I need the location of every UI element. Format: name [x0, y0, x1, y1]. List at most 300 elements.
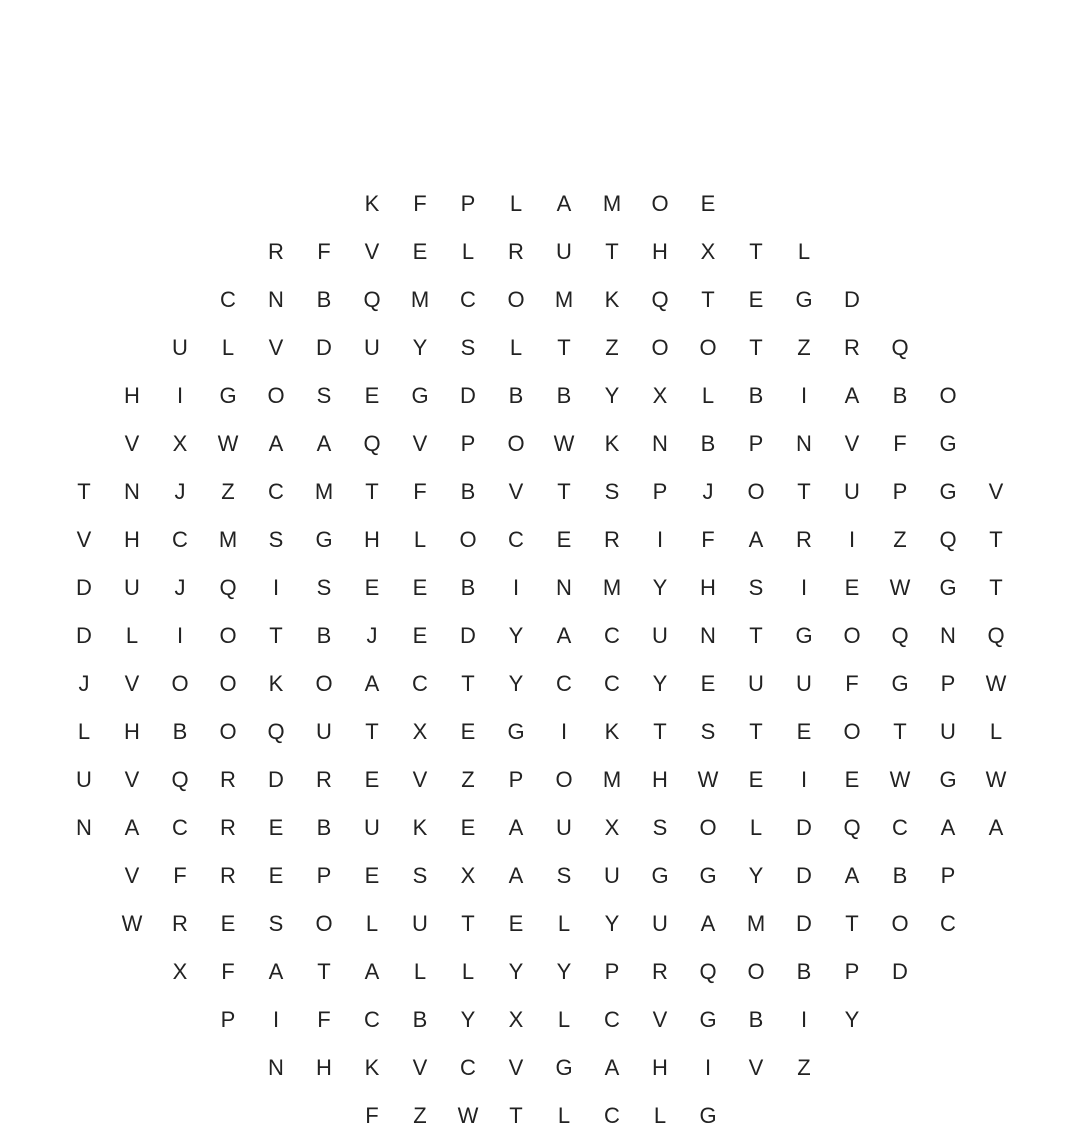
letter-cell[interactable]: J [174, 575, 186, 600]
letter-cell[interactable]: V [412, 1055, 428, 1080]
letter-cell[interactable]: T [317, 959, 331, 984]
letter-cell[interactable]: W [217, 431, 239, 456]
letter-cell[interactable]: S [316, 575, 332, 600]
letter-cell[interactable]: D [316, 335, 332, 360]
letter-cell[interactable]: Q [891, 623, 909, 648]
letter-cell[interactable]: G [699, 863, 717, 888]
letter-cell[interactable]: V [844, 431, 860, 456]
letter-cell[interactable]: W [889, 575, 911, 600]
letter-cell[interactable]: B [316, 815, 332, 840]
letter-cell[interactable]: B [460, 575, 476, 600]
letter-cell[interactable]: E [364, 383, 380, 408]
letter-cell[interactable]: Y [604, 911, 620, 936]
letter-cell[interactable]: E [844, 575, 860, 600]
letter-cell[interactable]: S [316, 383, 332, 408]
letter-cell[interactable]: F [317, 1007, 331, 1032]
letter-cell[interactable]: O [267, 383, 285, 408]
letter-cell[interactable]: V [748, 1055, 764, 1080]
letter-cell[interactable]: V [124, 431, 140, 456]
letter-cell[interactable]: D [796, 815, 812, 840]
letter-cell[interactable]: I [848, 527, 856, 552]
letter-cell[interactable]: E [796, 719, 812, 744]
letter-cell[interactable]: A [844, 383, 860, 408]
letter-cell[interactable]: P [460, 191, 476, 216]
letter-cell[interactable]: M [410, 287, 430, 312]
letter-cell[interactable]: D [76, 575, 92, 600]
letter-cell[interactable]: L [989, 719, 1003, 744]
letter-cell[interactable]: A [268, 959, 284, 984]
letter-cell[interactable]: I [560, 719, 568, 744]
letter-cell[interactable]: C [268, 479, 284, 504]
letter-cell[interactable]: Z [797, 1055, 811, 1080]
letter-cell[interactable]: J [78, 671, 90, 696]
letter-cell[interactable]: P [844, 959, 860, 984]
letter-cell[interactable]: F [317, 239, 331, 264]
letter-cell[interactable]: J [366, 623, 378, 648]
letter-cell[interactable]: V [412, 431, 428, 456]
letter-cell[interactable]: H [364, 527, 380, 552]
letter-cell[interactable]: X [652, 383, 668, 408]
letter-cell[interactable]: Q [843, 815, 861, 840]
letter-cell[interactable]: D [460, 383, 476, 408]
letter-cell[interactable]: V [652, 1007, 668, 1032]
letter-cell[interactable]: O [219, 671, 237, 696]
letter-cell[interactable]: D [796, 911, 812, 936]
letter-cell[interactable]: D [892, 959, 908, 984]
letter-cell[interactable]: R [316, 767, 332, 792]
letter-cell[interactable]: U [316, 719, 332, 744]
letter-cell[interactable]: Z [893, 527, 907, 552]
letter-cell[interactable]: U [844, 479, 860, 504]
letter-cell[interactable]: M [218, 527, 238, 552]
letter-cell[interactable]: C [604, 1007, 620, 1032]
letter-cell[interactable]: C [412, 671, 428, 696]
letter-cell[interactable]: E [364, 767, 380, 792]
letter-cell[interactable]: E [412, 575, 428, 600]
letter-cell[interactable]: T [989, 527, 1003, 552]
letter-cell[interactable]: M [314, 479, 334, 504]
letter-cell[interactable]: U [76, 767, 92, 792]
letter-cell[interactable]: B [412, 1007, 428, 1032]
letter-cell[interactable]: X [172, 959, 188, 984]
letter-cell[interactable]: P [220, 1007, 236, 1032]
letter-cell[interactable]: T [557, 335, 571, 360]
letter-cell[interactable]: L [125, 623, 139, 648]
letter-cell[interactable]: U [412, 911, 428, 936]
letter-cell[interactable]: H [124, 527, 140, 552]
letter-cell[interactable]: K [604, 719, 620, 744]
letter-cell[interactable]: Y [844, 1007, 860, 1032]
letter-cell[interactable]: O [315, 911, 333, 936]
letter-cell[interactable]: P [460, 431, 476, 456]
letter-cell[interactable]: C [604, 1103, 620, 1128]
letter-cell[interactable]: E [700, 191, 716, 216]
letter-cell[interactable]: L [557, 1007, 571, 1032]
letter-cell[interactable]: V [508, 479, 524, 504]
letter-cell[interactable]: N [124, 479, 140, 504]
letter-cell[interactable]: A [604, 1055, 620, 1080]
letter-cell[interactable]: T [653, 719, 667, 744]
letter-cell[interactable]: T [461, 911, 475, 936]
letter-cell[interactable]: V [508, 1055, 524, 1080]
letter-cell[interactable]: L [509, 335, 523, 360]
letter-cell[interactable]: G [939, 575, 957, 600]
letter-cell[interactable]: O [843, 719, 861, 744]
letter-cell[interactable]: K [364, 1055, 380, 1080]
letter-cell[interactable]: A [748, 527, 764, 552]
letter-cell[interactable]: S [460, 335, 476, 360]
letter-cell[interactable]: K [268, 671, 284, 696]
letter-cell[interactable]: I [272, 1007, 280, 1032]
letter-cell[interactable]: K [604, 287, 620, 312]
letter-cell[interactable]: C [364, 1007, 380, 1032]
letter-cell[interactable]: F [221, 959, 235, 984]
letter-cell[interactable]: H [316, 1055, 332, 1080]
letter-cell[interactable]: B [556, 383, 572, 408]
letter-cell[interactable]: P [316, 863, 332, 888]
letter-cell[interactable]: L [365, 911, 379, 936]
letter-cell[interactable]: H [652, 767, 668, 792]
letter-cell[interactable]: N [556, 575, 572, 600]
letter-cell[interactable]: O [651, 335, 669, 360]
letter-cell[interactable]: E [748, 287, 764, 312]
letter-cell[interactable]: T [845, 911, 859, 936]
letter-cell[interactable]: E [364, 863, 380, 888]
letter-cell[interactable]: C [892, 815, 908, 840]
letter-cell[interactable]: I [800, 767, 808, 792]
letter-cell[interactable]: G [651, 863, 669, 888]
letter-cell[interactable]: Y [652, 575, 668, 600]
letter-cell[interactable]: M [554, 287, 574, 312]
letter-cell[interactable]: O [891, 911, 909, 936]
letter-cell[interactable]: B [460, 479, 476, 504]
letter-cell[interactable]: S [748, 575, 764, 600]
letter-cell[interactable]: J [702, 479, 714, 504]
letter-cell[interactable]: Q [987, 623, 1005, 648]
letter-cell[interactable]: Y [460, 1007, 476, 1032]
letter-cell[interactable]: A [268, 431, 284, 456]
letter-cell[interactable]: F [893, 431, 907, 456]
letter-cell[interactable]: G [411, 383, 429, 408]
letter-cell[interactable]: I [272, 575, 280, 600]
letter-cell[interactable]: C [556, 671, 572, 696]
letter-cell[interactable]: U [652, 911, 668, 936]
letter-cell[interactable]: A [316, 431, 332, 456]
letter-cell[interactable]: W [121, 911, 143, 936]
letter-cell[interactable]: V [988, 479, 1004, 504]
letter-cell[interactable]: T [749, 239, 763, 264]
letter-cell[interactable]: W [985, 767, 1007, 792]
letter-cell[interactable]: Q [939, 527, 957, 552]
letter-cell[interactable]: I [176, 623, 184, 648]
letter-cell[interactable]: D [844, 287, 860, 312]
letter-cell[interactable]: D [460, 623, 476, 648]
letter-cell[interactable]: I [656, 527, 664, 552]
letter-cell[interactable]: O [699, 815, 717, 840]
letter-cell[interactable]: U [172, 335, 188, 360]
letter-cell[interactable]: H [652, 239, 668, 264]
letter-cell[interactable]: R [796, 527, 812, 552]
letter-cell[interactable]: O [219, 623, 237, 648]
letter-cell[interactable]: D [796, 863, 812, 888]
letter-cell[interactable]: E [268, 863, 284, 888]
letter-cell[interactable]: S [556, 863, 572, 888]
letter-cell[interactable]: A [508, 815, 524, 840]
letter-cell[interactable]: P [604, 959, 620, 984]
letter-cell[interactable]: Z [797, 335, 811, 360]
letter-cell[interactable]: Z [413, 1103, 427, 1128]
letter-cell[interactable]: R [268, 239, 284, 264]
letter-cell[interactable]: B [748, 383, 764, 408]
letter-cell[interactable]: X [172, 431, 188, 456]
letter-cell[interactable]: G [939, 479, 957, 504]
letter-cell[interactable]: W [457, 1103, 479, 1128]
letter-cell[interactable]: H [700, 575, 716, 600]
letter-cell[interactable]: O [699, 335, 717, 360]
letter-cell[interactable]: E [700, 671, 716, 696]
letter-cell[interactable]: G [507, 719, 525, 744]
letter-cell[interactable]: U [940, 719, 956, 744]
letter-cell[interactable]: L [557, 911, 571, 936]
letter-cell[interactable]: Q [363, 287, 381, 312]
letter-cell[interactable]: A [364, 959, 380, 984]
letter-cell[interactable]: Y [652, 671, 668, 696]
letter-cell[interactable]: T [509, 1103, 523, 1128]
letter-cell[interactable]: B [316, 287, 332, 312]
letter-cell[interactable]: Q [267, 719, 285, 744]
letter-cell[interactable]: A [700, 911, 716, 936]
letter-cell[interactable]: U [748, 671, 764, 696]
letter-cell[interactable]: P [508, 767, 524, 792]
letter-cell[interactable]: I [800, 1007, 808, 1032]
letter-cell[interactable]: Q [171, 767, 189, 792]
letter-cell[interactable]: O [747, 479, 765, 504]
letter-cell[interactable]: E [508, 911, 524, 936]
letter-cell[interactable]: C [172, 527, 188, 552]
letter-cell[interactable]: R [172, 911, 188, 936]
letter-cell[interactable]: Z [221, 479, 235, 504]
letter-cell[interactable]: V [268, 335, 284, 360]
letter-cell[interactable]: W [985, 671, 1007, 696]
letter-cell[interactable]: Q [891, 335, 909, 360]
letter-cell[interactable]: L [653, 1103, 667, 1128]
letter-cell[interactable]: N [268, 287, 284, 312]
letter-cell[interactable]: Y [412, 335, 428, 360]
letter-cell[interactable]: K [364, 191, 380, 216]
letter-cell[interactable]: N [652, 431, 668, 456]
letter-cell[interactable]: H [124, 383, 140, 408]
letter-cell[interactable]: R [508, 239, 524, 264]
letter-cell[interactable]: B [316, 623, 332, 648]
letter-cell[interactable]: R [220, 767, 236, 792]
letter-cell[interactable]: Z [605, 335, 619, 360]
letter-cell[interactable]: O [843, 623, 861, 648]
letter-cell[interactable]: G [795, 287, 813, 312]
letter-cell[interactable]: H [652, 1055, 668, 1080]
letter-cell[interactable]: O [219, 719, 237, 744]
letter-cell[interactable]: G [699, 1103, 717, 1128]
letter-cell[interactable]: T [365, 719, 379, 744]
letter-cell[interactable]: F [365, 1103, 379, 1128]
letter-cell[interactable]: H [124, 719, 140, 744]
letter-cell[interactable]: R [220, 815, 236, 840]
letter-cell[interactable]: Y [508, 671, 524, 696]
letter-cell[interactable]: A [844, 863, 860, 888]
letter-cell[interactable]: G [555, 1055, 573, 1080]
letter-cell[interactable]: X [460, 863, 476, 888]
letter-cell[interactable]: L [461, 959, 475, 984]
letter-cell[interactable]: T [797, 479, 811, 504]
letter-cell[interactable]: C [460, 287, 476, 312]
letter-cell[interactable]: U [652, 623, 668, 648]
letter-cell[interactable]: N [700, 623, 716, 648]
letter-cell[interactable]: B [892, 383, 908, 408]
letter-cell[interactable]: O [555, 767, 573, 792]
letter-cell[interactable]: C [604, 623, 620, 648]
letter-cell[interactable]: Q [219, 575, 237, 600]
letter-cell[interactable]: E [364, 575, 380, 600]
letter-cell[interactable]: U [796, 671, 812, 696]
letter-cell[interactable]: P [748, 431, 764, 456]
letter-cell[interactable]: X [508, 1007, 524, 1032]
letter-cell[interactable]: K [412, 815, 428, 840]
letter-cell[interactable]: M [602, 191, 622, 216]
letter-cell[interactable]: G [891, 671, 909, 696]
letter-cell[interactable]: X [700, 239, 716, 264]
letter-cell[interactable]: F [173, 863, 187, 888]
letter-cell[interactable]: S [268, 527, 284, 552]
letter-cell[interactable]: B [172, 719, 188, 744]
letter-cell[interactable]: T [77, 479, 91, 504]
letter-cell[interactable]: O [171, 671, 189, 696]
letter-cell[interactable]: S [652, 815, 668, 840]
letter-cell[interactable]: L [77, 719, 91, 744]
letter-cell[interactable]: E [412, 239, 428, 264]
letter-cell[interactable]: T [365, 479, 379, 504]
letter-cell[interactable]: X [412, 719, 428, 744]
letter-cell[interactable]: O [315, 671, 333, 696]
letter-cell[interactable]: Y [604, 383, 620, 408]
letter-cell[interactable]: T [269, 623, 283, 648]
letter-cell[interactable]: O [939, 383, 957, 408]
letter-cell[interactable]: G [795, 623, 813, 648]
letter-cell[interactable]: V [124, 671, 140, 696]
letter-cell[interactable]: U [556, 239, 572, 264]
letter-cell[interactable]: C [460, 1055, 476, 1080]
letter-cell[interactable]: T [461, 671, 475, 696]
letter-cell[interactable]: I [176, 383, 184, 408]
letter-cell[interactable]: L [557, 1103, 571, 1128]
letter-cell[interactable]: M [602, 575, 622, 600]
letter-cell[interactable]: P [892, 479, 908, 504]
letter-cell[interactable]: Y [748, 863, 764, 888]
letter-cell[interactable]: S [268, 911, 284, 936]
letter-cell[interactable]: T [749, 623, 763, 648]
letter-cell[interactable]: P [940, 671, 956, 696]
letter-cell[interactable]: G [939, 431, 957, 456]
letter-cell[interactable]: F [701, 527, 715, 552]
letter-cell[interactable]: N [268, 1055, 284, 1080]
letter-cell[interactable]: Y [508, 623, 524, 648]
letter-cell[interactable]: G [699, 1007, 717, 1032]
letter-cell[interactable]: Y [556, 959, 572, 984]
letter-cell[interactable]: I [704, 1055, 712, 1080]
letter-cell[interactable]: B [508, 383, 524, 408]
letter-cell[interactable]: S [604, 479, 620, 504]
letter-cell[interactable]: Q [699, 959, 717, 984]
letter-cell[interactable]: M [746, 911, 766, 936]
letter-cell[interactable]: D [76, 623, 92, 648]
letter-cell[interactable]: L [749, 815, 763, 840]
letter-cell[interactable]: N [940, 623, 956, 648]
letter-cell[interactable]: E [412, 623, 428, 648]
letter-cell[interactable]: W [553, 431, 575, 456]
letter-cell[interactable]: B [748, 1007, 764, 1032]
letter-cell[interactable]: C [172, 815, 188, 840]
letter-cell[interactable]: E [268, 815, 284, 840]
letter-cell[interactable]: I [800, 575, 808, 600]
letter-cell[interactable]: G [939, 767, 957, 792]
letter-cell[interactable]: L [221, 335, 235, 360]
letter-cell[interactable]: I [512, 575, 520, 600]
letter-cell[interactable]: E [748, 767, 764, 792]
letter-cell[interactable]: B [700, 431, 716, 456]
letter-cell[interactable]: U [364, 335, 380, 360]
letter-cell[interactable]: W [889, 767, 911, 792]
letter-cell[interactable]: N [76, 815, 92, 840]
letter-cell[interactable]: T [893, 719, 907, 744]
letter-cell[interactable]: F [845, 671, 859, 696]
letter-cell[interactable]: L [509, 191, 523, 216]
letter-cell[interactable]: C [604, 671, 620, 696]
letter-cell[interactable]: O [747, 959, 765, 984]
letter-cell[interactable]: T [701, 287, 715, 312]
letter-cell[interactable]: R [604, 527, 620, 552]
letter-cell[interactable]: F [413, 479, 427, 504]
letter-cell[interactable]: N [796, 431, 812, 456]
letter-cell[interactable]: A [124, 815, 140, 840]
letter-cell[interactable]: B [796, 959, 812, 984]
letter-cell[interactable]: L [797, 239, 811, 264]
letter-cell[interactable]: S [700, 719, 716, 744]
letter-cell[interactable]: U [124, 575, 140, 600]
letter-cell[interactable]: T [749, 335, 763, 360]
letter-cell[interactable]: L [461, 239, 475, 264]
letter-cell[interactable]: Q [363, 431, 381, 456]
letter-cell[interactable]: E [460, 719, 476, 744]
letter-cell[interactable]: U [604, 863, 620, 888]
letter-cell[interactable]: B [892, 863, 908, 888]
letter-cell[interactable]: A [988, 815, 1004, 840]
letter-cell[interactable]: E [844, 767, 860, 792]
letter-cell[interactable]: E [220, 911, 236, 936]
letter-cell[interactable]: V [412, 767, 428, 792]
letter-cell[interactable]: O [507, 431, 525, 456]
letter-cell[interactable]: P [652, 479, 668, 504]
letter-cell[interactable]: E [460, 815, 476, 840]
letter-cell[interactable]: Y [508, 959, 524, 984]
letter-cell[interactable]: A [364, 671, 380, 696]
letter-cell[interactable]: T [557, 479, 571, 504]
letter-cell[interactable]: G [315, 527, 333, 552]
letter-cell[interactable]: L [413, 527, 427, 552]
letter-cell[interactable]: E [556, 527, 572, 552]
letter-cell[interactable]: O [507, 287, 525, 312]
letter-cell[interactable]: I [800, 383, 808, 408]
letter-cell[interactable]: O [651, 191, 669, 216]
letter-cell[interactable]: U [364, 815, 380, 840]
letter-cell[interactable]: C [220, 287, 236, 312]
